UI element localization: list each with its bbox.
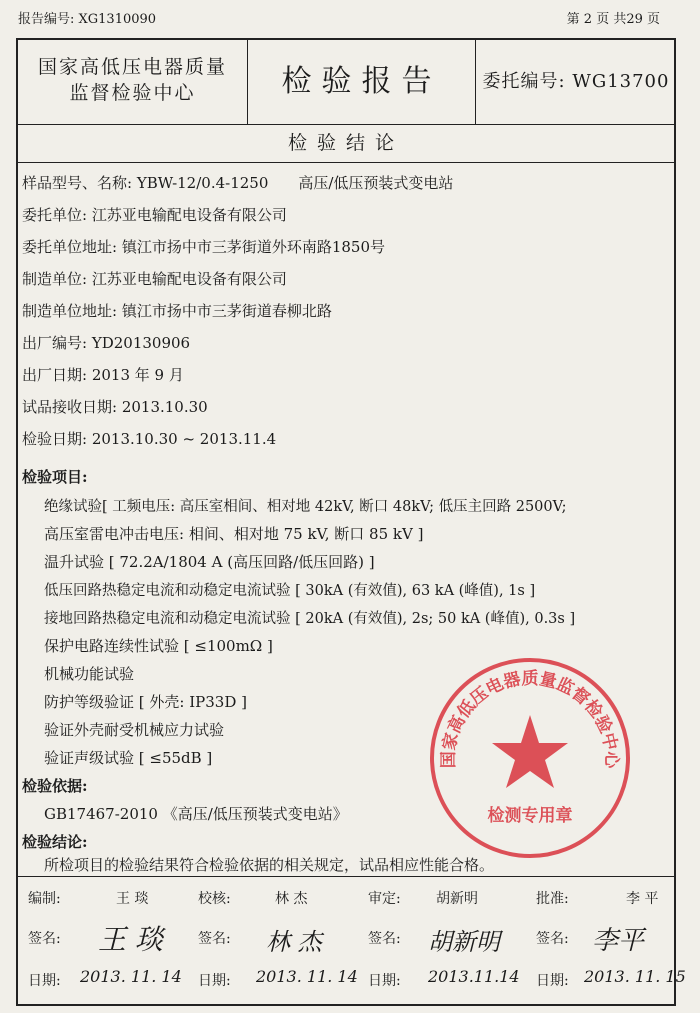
- prepared-name: 王 琰: [116, 891, 149, 907]
- signature-block: [18, 876, 686, 1006]
- report-header: [18, 40, 674, 125]
- basis-heading: 检验依据:: [22, 777, 88, 795]
- test-item: 接地回路热稳定电流和动稳定电流试验 [ 20kA (有效值), 2s; 50 kA (峰值), 0.3s ]: [44, 611, 576, 627]
- date-label: 日期:: [536, 973, 569, 989]
- report-number: 报告编号: XG1310090: [18, 12, 157, 27]
- checked-label: 校核:: [198, 891, 231, 907]
- signature-label: 签名:: [198, 931, 231, 947]
- seal-arc-text: 国家高低压电器质量监督检验中心: [438, 668, 622, 769]
- signature-label: 签名:: [536, 931, 569, 947]
- date-label: 日期:: [28, 973, 61, 989]
- test-item: 温升试验 [ 72.2A/1804 A (高压回路/低压回路) ]: [44, 553, 375, 571]
- test-basis: GB17467-2010 《高压/低压预装式变电站》: [44, 805, 348, 823]
- approved-name: 李 平: [626, 891, 659, 907]
- field-sample-model: 样品型号、名称: YBW-12/0.4-1250 高压/低压预装式变电站: [22, 174, 454, 192]
- field-serial-number: 出厂编号: YD20130906: [22, 334, 191, 352]
- field-client: 委托单位: 江苏亚电输配电设备有限公司: [22, 206, 287, 224]
- page-indicator: 第 2 页 共29 页: [566, 12, 660, 27]
- test-item: 验证声级试验 [ ≤55dB ]: [44, 749, 213, 767]
- report-title: 检验报告: [248, 40, 476, 124]
- org-line-2: 监督检验中心: [69, 82, 196, 104]
- test-item: 验证外壳耐受机械应力试验: [44, 721, 225, 739]
- date-reviewed: 2013.11.14: [428, 967, 520, 986]
- test-item: 保护电路连续性试验 [ ≤100mΩ ]: [44, 637, 273, 655]
- test-item: 防护等级验证 [ 外壳: IP33D ]: [44, 693, 247, 711]
- test-item: 高压室雷电冲击电压: 相间、相对地 75 kV, 断口 85 kV ]: [44, 525, 424, 543]
- reviewed-name: 胡新明: [436, 891, 478, 907]
- signature-label: 签名:: [368, 931, 401, 947]
- signature-label: 签名:: [28, 931, 61, 947]
- org-line-1: 国家高低压电器质量: [37, 56, 227, 78]
- section-title: 检验结论: [18, 124, 674, 163]
- commission-number: 委托编号: WG13700: [482, 71, 670, 92]
- seal-label: 检测专用章: [487, 806, 573, 826]
- date-label: 日期:: [198, 973, 231, 989]
- checked-name: 林 杰: [275, 891, 308, 907]
- field-receipt-date: 试品接收日期: 2013.10.30: [22, 398, 208, 416]
- signature-prepared: 王 琰: [98, 923, 163, 956]
- field-test-date: 检验日期: 2013.10.30 ~ 2013.11.4: [22, 430, 277, 448]
- field-production-date: 出厂日期: 2013 年 9 月: [22, 366, 184, 384]
- seal-star-icon: [492, 715, 568, 788]
- official-seal: [425, 653, 635, 863]
- conclusion-heading: 检验结论:: [22, 833, 88, 851]
- organization-name: [18, 40, 248, 124]
- approved-label: 批准:: [536, 891, 569, 907]
- date-prepared: 2013. 11. 14: [80, 967, 182, 986]
- signature-reviewed: 胡新明: [428, 928, 500, 956]
- conclusion-text: 所检项目的检验结果符合检验依据的相关规定，试品相应性能合格。: [44, 856, 495, 874]
- signature-approved: 李平: [592, 926, 645, 956]
- date-approved: 2013. 11. 15: [584, 967, 686, 986]
- reviewed-label: 审定:: [368, 891, 401, 907]
- signature-checked: 林 杰: [266, 928, 322, 956]
- test-item: 绝缘试验[ 工频电压: 高压室相间、相对地 42kV, 断口 48kV; 低压主回路 2500V;: [44, 499, 567, 515]
- field-client-address: 委托单位地址: 镇江市扬中市三茅街道外环南路1850号: [22, 238, 385, 256]
- report-topbar: [18, 6, 660, 28]
- field-manufacturer-address: 制造单位地址: 镇江市扬中市三茅街道春柳北路: [22, 302, 332, 320]
- test-item: 机械功能试验: [44, 665, 135, 683]
- date-label: 日期:: [368, 973, 401, 989]
- items-heading: 检验项目:: [22, 468, 88, 486]
- prepared-label: 编制:: [28, 891, 61, 907]
- field-manufacturer: 制造单位: 江苏亚电输配电设备有限公司: [22, 270, 287, 288]
- date-checked: 2013. 11. 14: [256, 967, 358, 986]
- test-item: 低压回路热稳定电流和动稳定电流试验 [ 30kA (有效值), 63 kA (峰值), 1s ]: [44, 583, 536, 599]
